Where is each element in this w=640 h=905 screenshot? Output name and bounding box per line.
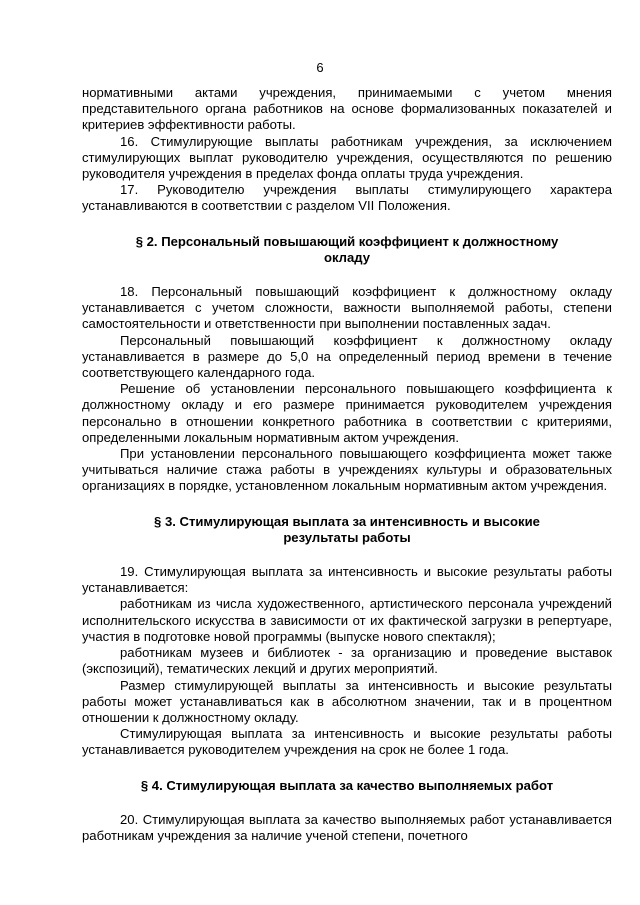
section-heading-3-line-1: § 3. Стимулирующая выплата за интенсивность и высокие [154, 513, 540, 529]
paragraph-19-amount: Размер стимулирующей выплаты за интенсивность и высокие результаты работы может устанавливаться как в абсолютном значении, так и в процентном отношении к должностному окладу. [82, 677, 612, 725]
section-heading-2-line-1: § 2. Персональный повышающий коэффициент к должностному [135, 233, 559, 249]
paragraph-19: 19. Стимулирующая выплата за интенсивность и высокие результаты работы устанавливается: [82, 564, 612, 596]
paragraph-continuation: нормативными актами учреждения, принимаемыми с учетом мнения представительного органа работников на основе формализованных показателей и критериев эффективности работы. [82, 85, 612, 133]
section-heading-2-line-2: окладу [323, 249, 371, 265]
document-body [82, 85, 612, 844]
paragraph-18-coefficient: Персональный повышающий коэффициент к должностному окладу устанавливается в размере до 5,0 на определенный период времени в течение соответствующего календарного года. [82, 332, 612, 381]
paragraph-18: 18. Персональный повышающий коэффициент к должностному окладу устанавливается с учетом сложности, важности выполняемой работы, степени самостоятельности и ответственности при выполнении поставленных задач. [82, 284, 612, 332]
paragraph-19-artistic-staff: работникам из числа художественного, артистического персонала учреждений исполнительского искусства в зависимости от их фактической загрузки в репертуаре, участия в подготовке новой программы (выпуске нового спектакля); [82, 596, 612, 644]
paragraph-19-term: Стимулирующая выплата за интенсивность и высокие результаты работы устанавливается руководителем учреждения на срок не более 1 года. [82, 726, 612, 758]
paragraph-18-decision: Решение об установлении персонального повышающего коэффициента к должностному окладу и его размере принимается руководителем учреждения персонально в отношении конкретного работника в соответствии с критериями, определенными локальным нормативным актом учреждения. [82, 381, 612, 445]
section-heading-4-line-1: § 4. Стимулирующая выплата за качество выполняемых работ [140, 777, 554, 793]
section-heading-3-line-2: результаты работы [283, 529, 411, 545]
section-heading-2 [82, 234, 612, 266]
paragraph-18-experience: При установлении персонального повышающего коэффициента может также учитываться наличие стажа работы в учреждениях культуры и образовательных организациях в порядке, установленном локальным нормативным актом учреждения. [82, 446, 612, 494]
section-heading-3 [82, 514, 612, 546]
paragraph-16: 16. Стимулирующие выплаты работникам учреждения, за исключением стимулирующих выплат руководителю учреждения, осуществляются по решению руководителя учреждения в пределах фонда оплаты труда учреждения. [82, 133, 612, 182]
page-number: 6 [316, 60, 324, 75]
section-heading-4 [82, 778, 612, 794]
paragraph-17: 17. Руководителю учреждения выплаты стимулирующего характера устанавливаются в соответствии с разделом VII Положения. [82, 182, 612, 214]
paragraph-20: 20. Стимулирующая выплата за качество выполняемых работ устанавливается работникам учреждения за наличие ученой степени, почетного [82, 811, 612, 843]
paragraph-19-museum-staff: работникам музеев и библиотек - за организацию и проведение выставок (экспозиций), тематических лекций и других мероприятий. [82, 645, 612, 677]
